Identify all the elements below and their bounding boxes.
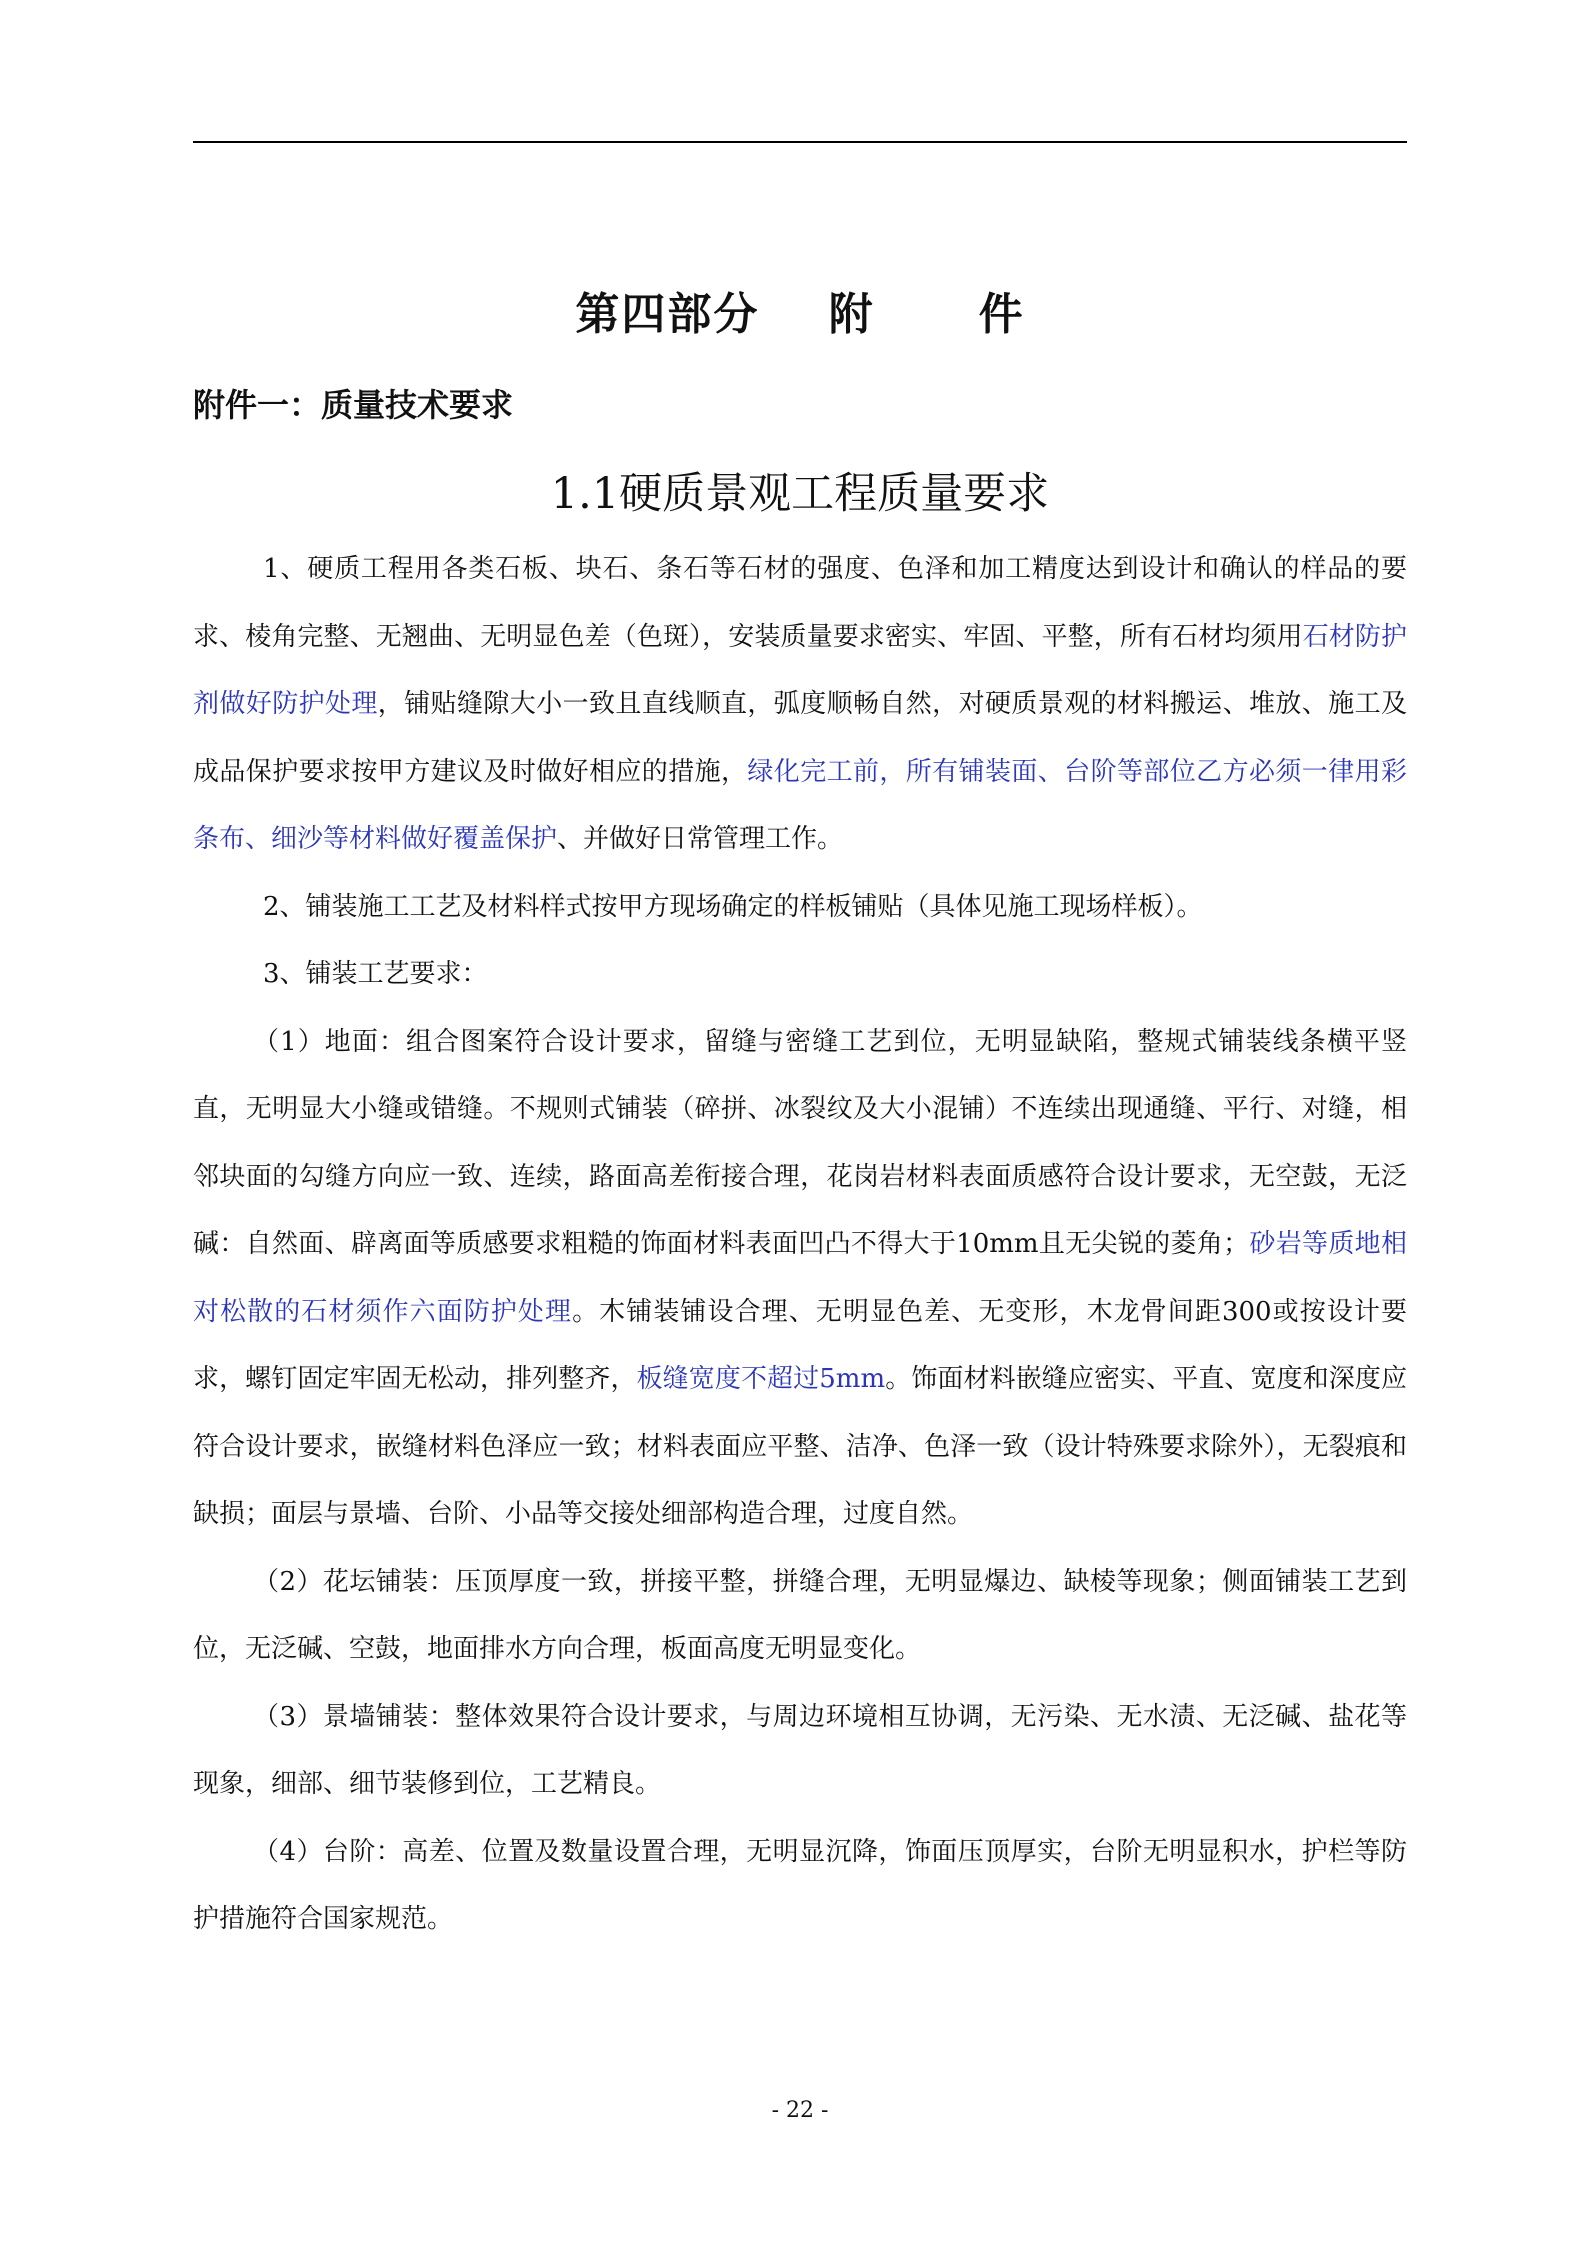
paragraph-2: 2、铺装施工工艺及材料样式按甲方现场确定的样板铺贴（具体见施工现场样板）。: [263, 891, 1203, 922]
highlighted-text: 砂岩等质地相对松散的石材须作六面防护处理: [193, 1229, 1407, 1327]
paragraph-3: 3、铺装工艺要求：: [263, 959, 488, 989]
paragraph-3-4: （4）台阶：高差、位置及数量设置合理，无明显沉降，饰面压顶厚实，台阶无明显积水，护栏等防护措施符合国家规范。: [193, 1836, 1407, 1934]
document-body: [193, 536, 1407, 1954]
highlighted-text: 石材防护剂做好防护处理: [193, 621, 1407, 719]
page-title-annex-char1: 附: [828, 289, 875, 340]
annex-heading: 附件一：质量技术要求: [193, 386, 514, 424]
page-title-part: 第四部分: [575, 289, 760, 340]
highlighted-text: 板缝宽度不超过5mm: [636, 1364, 886, 1394]
paragraph-1: 1、硬质工程用各类石板、块石、条石等石材的强度、色泽和加工精度达到设计和确认的样品的要求、棱角完整、无翘曲、无明显色差（色斑），安装质量要求密实、牢固、平整，所有石材均须用石材防护剂做好防护处理，铺贴缝隙大小一致且直线顺直，弧度顺畅自然，对硬质景观的材料搬运、堆放、施工及成品保护要求按甲方建议及时做好相应的措施，绿化完工前，所有铺装面、台阶等部位乙方必须一律用彩条布、细沙等材料做好覆盖保护、并做好日常管理工作。: [193, 554, 1407, 854]
page-title-annex-char2: 件: [978, 289, 1025, 340]
highlighted-text: 绿化完工前，所有铺装面、台阶等部位乙方必须一律用彩条布、细沙等材料做好覆盖保护: [193, 756, 1407, 854]
paragraph-3-2: （2）花坛铺装：压顶厚度一致，拼接平整，拼缝合理，无明显爆边、缺棱等现象；侧面铺装工艺到位，无泛碱、空鼓，地面排水方向合理，板面高度无明显变化。: [193, 1566, 1407, 1664]
paragraph-3-3: （3）景墙铺装：整体效果符合设计要求，与周边环境相互协调，无污染、无水渍、无泛碱、盐花等现象，细部、细节装修到位，工艺精良。: [193, 1701, 1407, 1799]
paragraph-3-1: （1）地面：组合图案符合设计要求，留缝与密缝工艺到位，无明显缺陷，整规式铺装线条横平竖直，无明显大小缝或错缝。不规则式铺装（碎拼、冰裂纹及大小混铺）不连续出现通缝、平行、对缝，相邻块面的勾缝方向应一致、连续，路面高差衔接合理，花岗岩材料表面质感符合设计要求，无空鼓，无泛碱：自然面、辟离面等质感要求粗糙的饰面材料表面凹凸不得大于10mm且无尖锐的菱角；砂岩等质地相对松散的石材须作六面防护处理。木铺装铺设合理、无明显色差、无变形，木龙骨间距300或按设计要求，螺钉固定牢固无松动，排列整齐，板缝宽度不超过5mm。饰面材料嵌缝应密实、平直、宽度和深度应符合设计要求，嵌缝材料色泽应一致；材料表面应平整、洁净、色泽一致（设计特殊要求除外），无裂痕和缺损；面层与景墙、台阶、小品等交接处细部构造合理，过度自然。: [193, 1026, 1407, 1529]
section-heading: 1.1硬质景观工程质量要求: [550, 469, 1050, 519]
page-title: [193, 278, 1407, 342]
header-rule: [193, 141, 1407, 143]
page-number: - 22 -: [771, 2098, 829, 2123]
